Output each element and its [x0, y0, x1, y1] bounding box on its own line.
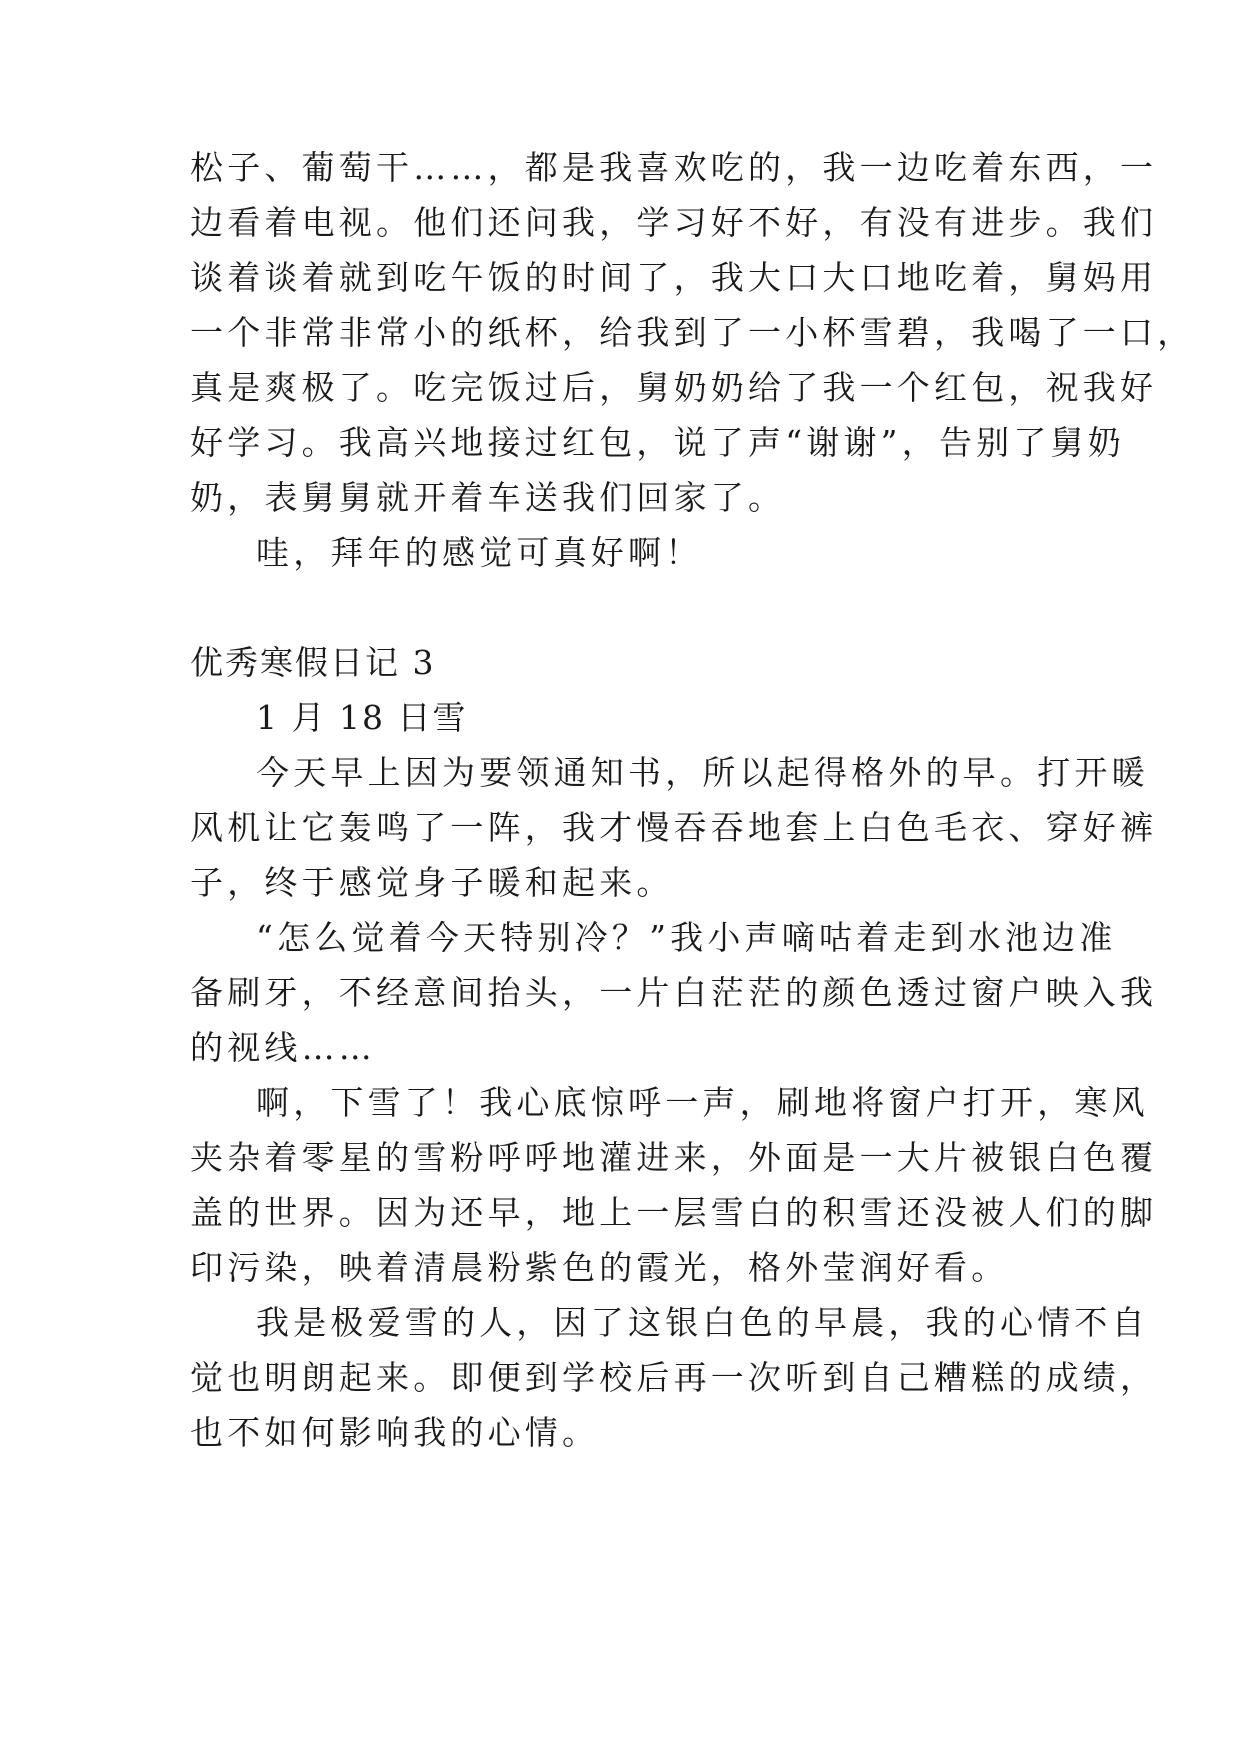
text-line: 好学习。我高兴地接过红包，说了声“谢谢”，告别了舅奶: [190, 423, 1125, 462]
date-line: 1 月 18 日雪: [256, 698, 468, 737]
text-line: 真是爽极了。吃完饭过后，舅奶奶给了我一个红包，祝我好: [190, 368, 1158, 407]
text-line: 我是极爱雪的人，因了这银白色的早晨，我的心情不自: [256, 1303, 1149, 1342]
text-line: 备刷牙，不经意间抬头，一片白茫茫的颜色透过窗户映入我: [190, 973, 1158, 1012]
text-line: 谈着谈着就到吃午饭的时间了，我大口大口地吃着，舅妈用: [190, 258, 1158, 297]
text-line: 的视线……: [190, 1028, 376, 1067]
text-line: 哇，拜年的感觉可真好啊！: [256, 533, 703, 572]
text-line: 奶，表舅舅就开着车送我们回家了。: [190, 478, 786, 517]
text-line: 也不如何影响我的心情。: [190, 1413, 600, 1452]
text-line: 夹杂着零星的雪粉呼呼地灌进来，外面是一大片被银白色覆: [190, 1138, 1158, 1177]
text-line: 松子、葡萄干……，都是我喜欢吃的，我一边吃着东西，一: [190, 148, 1158, 187]
text-line: “怎么觉着今天特别冷？”我小声嘀咕着走到水池边准: [256, 918, 1117, 957]
text-line: 觉也明朗起来。即便到学校后再一次听到自己糟糕的成绩，: [190, 1358, 1158, 1397]
text-line: 印污染，映着清晨粉紫色的霞光，格外莹润好看。: [190, 1248, 1009, 1287]
text-line: 盖的世界。因为还早，地上一层雪白的积雪还没被人们的脚: [190, 1193, 1158, 1232]
text-line: 子，终于感觉身子暖和起来。: [190, 863, 674, 902]
text-line: 边看着电视。他们还问我，学习好不好，有没有进步。我们: [190, 203, 1158, 242]
section-heading: 优秀寒假日记 3: [190, 643, 436, 682]
text-line: 啊，下雪了！我心底惊呼一声，刷地将窗户打开，寒风: [256, 1083, 1149, 1122]
text-line: 今天早上因为要领通知书，所以起得格外的早。打开暖: [256, 753, 1149, 792]
text-line: 风机让它轰鸣了一阵，我才慢吞吞地套上白色毛衣、穿好裤: [190, 808, 1158, 847]
text-line: 一个非常非常小的纸杯，给我到了一小杯雪碧，我喝了一口，: [190, 313, 1195, 352]
